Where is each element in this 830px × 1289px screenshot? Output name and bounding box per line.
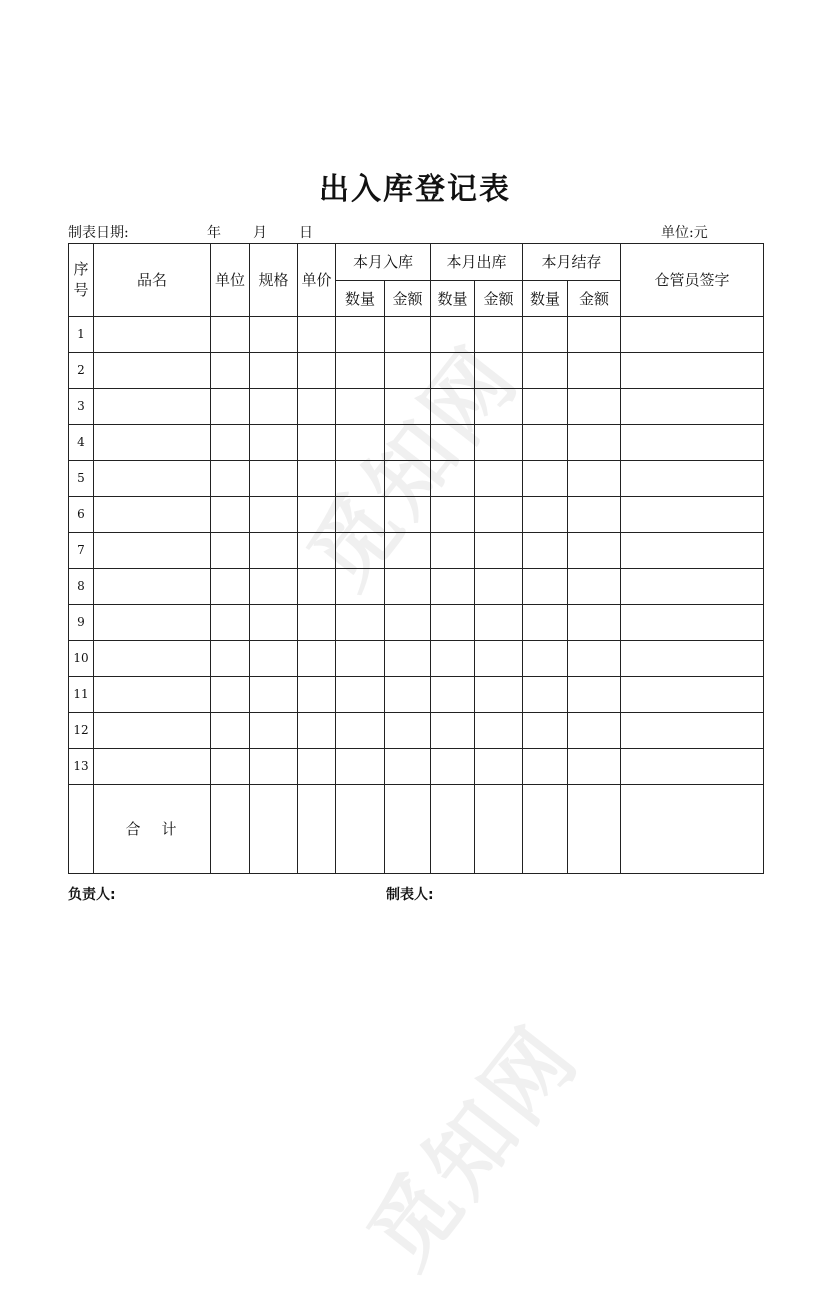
table-cell[interactable] [523,425,568,461]
row-number: 12 [69,713,94,749]
table-cell[interactable] [385,605,431,641]
table-row [69,389,764,425]
table-cell[interactable] [523,461,568,497]
table-cell[interactable] [385,749,431,785]
table-row [69,749,764,785]
table-cell[interactable] [431,425,475,461]
table-cell[interactable] [336,677,385,713]
table-cell[interactable] [385,425,431,461]
table-cell[interactable] [385,353,431,389]
table-cell[interactable] [568,605,621,641]
row-number: 2 [69,353,94,389]
total-cell[interactable] [431,785,475,874]
table-cell[interactable] [94,569,211,605]
table-cell[interactable] [523,605,568,641]
table-cell[interactable] [621,425,764,461]
table-cell[interactable] [94,533,211,569]
table-cell[interactable] [298,389,336,425]
table-cell[interactable] [211,677,250,713]
table-cell[interactable] [431,461,475,497]
table-cell[interactable] [621,641,764,677]
table-cell[interactable] [298,641,336,677]
table-cell[interactable] [298,497,336,533]
table-cell[interactable] [431,353,475,389]
table-cell[interactable] [298,425,336,461]
table-cell[interactable] [211,713,250,749]
watermark: 觅知网 [289,327,539,607]
table-cell[interactable] [431,641,475,677]
table-cell[interactable] [211,641,250,677]
table-cell[interactable] [568,389,621,425]
table-cell[interactable] [431,317,475,353]
row-number: 13 [69,749,94,785]
table-cell[interactable] [475,497,523,533]
table-cell[interactable] [621,497,764,533]
table-cell[interactable] [568,749,621,785]
header-stock-month: 本月结存 [523,244,621,281]
table-cell[interactable] [336,317,385,353]
table-cell[interactable] [94,497,211,533]
table-cell[interactable] [298,749,336,785]
table-row [69,641,764,677]
table-cell[interactable] [621,677,764,713]
responsible-label: 负责人: [68,887,116,903]
table-cell[interactable] [431,749,475,785]
table-cell[interactable] [568,461,621,497]
table-cell[interactable] [523,497,568,533]
table-cell[interactable] [523,353,568,389]
table-cell[interactable] [431,497,475,533]
table-row [69,713,764,749]
table-cell[interactable] [336,641,385,677]
table-cell[interactable] [298,533,336,569]
table-cell[interactable] [385,569,431,605]
table-cell[interactable] [621,713,764,749]
table-cell[interactable] [211,425,250,461]
table-row [69,677,764,713]
table-row [69,605,764,641]
ledger-table [68,243,764,874]
table-cell[interactable] [475,353,523,389]
table-cell[interactable] [211,317,250,353]
header-in-amount: 金额 [385,281,431,317]
row-number: 7 [69,533,94,569]
table-cell[interactable] [475,569,523,605]
table-cell[interactable] [431,533,475,569]
table-cell[interactable] [336,425,385,461]
table-cell[interactable] [621,317,764,353]
header-stock-amount: 金额 [568,281,621,317]
table-cell[interactable] [250,713,298,749]
row-number: 4 [69,425,94,461]
table-cell[interactable] [385,677,431,713]
header-out-amount: 金额 [475,281,523,317]
year-label: 年 [207,225,221,241]
table-row [69,569,764,605]
table-cell[interactable] [250,749,298,785]
table-cell[interactable] [298,605,336,641]
table-cell[interactable] [250,605,298,641]
table-cell[interactable] [211,389,250,425]
table-cell[interactable] [385,461,431,497]
table-cell[interactable] [621,749,764,785]
table-cell[interactable] [250,533,298,569]
table-row [69,497,764,533]
table-cell[interactable] [94,641,211,677]
table-cell[interactable] [523,569,568,605]
header-signature: 仓管员签字 [621,244,764,317]
header-spec: 规格 [250,244,298,317]
total-cell[interactable] [523,785,568,874]
table-cell[interactable] [211,569,250,605]
table-cell[interactable] [94,749,211,785]
table-cell[interactable] [431,677,475,713]
table-cell[interactable] [475,425,523,461]
total-row [69,785,764,874]
table-cell[interactable] [336,353,385,389]
table-cell[interactable] [336,569,385,605]
table-cell[interactable] [211,353,250,389]
total-cell[interactable] [211,785,250,874]
table-cell[interactable] [523,317,568,353]
table-cell[interactable] [385,641,431,677]
table-cell[interactable] [94,605,211,641]
table-cell[interactable] [250,389,298,425]
table-cell[interactable] [94,317,211,353]
header-seq: 序号 [69,244,94,317]
table-cell[interactable] [336,749,385,785]
table-cell[interactable] [211,461,250,497]
row-number: 8 [69,569,94,605]
table-cell[interactable] [298,677,336,713]
table-cell[interactable] [475,749,523,785]
table-cell[interactable] [523,677,568,713]
total-cell[interactable] [250,785,298,874]
table-cell[interactable] [298,353,336,389]
row-number: 5 [69,461,94,497]
total-cell[interactable] [336,785,385,874]
table-cell[interactable] [250,461,298,497]
table-cell[interactable] [250,425,298,461]
table-cell[interactable] [621,389,764,425]
table-cell[interactable] [336,533,385,569]
table-row [69,353,764,389]
table-cell[interactable] [475,389,523,425]
table-cell[interactable] [94,389,211,425]
table-cell[interactable] [475,461,523,497]
table-cell[interactable] [385,317,431,353]
table-cell[interactable] [568,317,621,353]
table-cell[interactable] [385,389,431,425]
table-cell[interactable] [621,569,764,605]
table-cell[interactable] [431,569,475,605]
table-row [69,317,764,353]
table-cell[interactable] [568,569,621,605]
table-cell[interactable] [523,641,568,677]
total-cell[interactable] [568,785,621,874]
table-cell[interactable] [336,389,385,425]
row-number: 1 [69,317,94,353]
table-cell[interactable] [250,317,298,353]
table-cell[interactable] [431,605,475,641]
table-cell[interactable] [336,713,385,749]
total-label: 合 计 [94,785,211,874]
day-label: 日 [299,225,313,241]
table-cell[interactable] [568,425,621,461]
header-in-qty: 数量 [336,281,385,317]
table-cell[interactable] [475,533,523,569]
table-cell[interactable] [250,569,298,605]
table-cell[interactable] [336,461,385,497]
total-cell[interactable] [475,785,523,874]
table-cell[interactable] [523,533,568,569]
total-cell[interactable] [385,785,431,874]
table-cell[interactable] [568,713,621,749]
header-row-1 [69,244,764,281]
row-number: 11 [69,677,94,713]
table-cell[interactable] [385,713,431,749]
header-out-month: 本月出库 [431,244,523,281]
table-cell[interactable] [211,605,250,641]
table-cell[interactable] [568,353,621,389]
table-cell[interactable] [250,641,298,677]
table-cell[interactable] [523,389,568,425]
table-cell[interactable] [298,713,336,749]
total-seq-cell [69,785,94,874]
table-cell[interactable] [568,677,621,713]
table-cell[interactable] [298,317,336,353]
date-line [68,222,313,242]
total-cell[interactable] [298,785,336,874]
table-cell[interactable] [621,461,764,497]
table-cell[interactable] [523,749,568,785]
table-cell[interactable] [250,353,298,389]
table-cell[interactable] [621,605,764,641]
table-cell[interactable] [523,713,568,749]
header-in-month: 本月入库 [336,244,431,281]
table-cell[interactable] [298,569,336,605]
table-cell[interactable] [94,353,211,389]
table-cell[interactable] [431,713,475,749]
table-cell[interactable] [431,389,475,425]
row-number: 9 [69,605,94,641]
unit-label: 单位:元 [661,225,708,241]
header-price: 单价 [298,244,336,317]
table-cell[interactable] [336,605,385,641]
table-cell[interactable] [211,497,250,533]
table-cell[interactable] [211,533,250,569]
row-number: 3 [69,389,94,425]
table-cell[interactable] [385,533,431,569]
table-cell[interactable] [568,641,621,677]
header-stock-qty: 数量 [523,281,568,317]
table-cell[interactable] [385,497,431,533]
table-cell[interactable] [94,461,211,497]
table-cell[interactable] [621,353,764,389]
table-cell[interactable] [568,533,621,569]
watermark: 觅知网 [349,1007,599,1287]
table-cell[interactable] [336,497,385,533]
table-cell[interactable] [94,677,211,713]
table-cell[interactable] [475,317,523,353]
table-cell[interactable] [475,641,523,677]
table-row [69,461,764,497]
table-cell[interactable] [475,605,523,641]
table-cell[interactable] [568,497,621,533]
table-cell[interactable] [94,425,211,461]
header-out-qty: 数量 [431,281,475,317]
table-cell[interactable] [94,713,211,749]
table-cell[interactable] [211,749,250,785]
table-cell[interactable] [298,461,336,497]
page-title: 出入库登记表 [319,172,511,207]
row-number: 6 [69,497,94,533]
table-cell[interactable] [250,497,298,533]
month-label: 月 [253,225,267,241]
row-number: 10 [69,641,94,677]
header-unit: 单位 [211,244,250,317]
total-cell[interactable] [621,785,764,874]
preparer-label: 制表人: [386,887,434,903]
header-name: 品名 [94,244,211,317]
table-cell[interactable] [621,533,764,569]
date-label: 制表日期: [68,225,129,241]
table-cell[interactable] [475,713,523,749]
table-cell[interactable] [475,677,523,713]
table-row [69,425,764,461]
table-row [69,533,764,569]
table-cell[interactable] [250,677,298,713]
